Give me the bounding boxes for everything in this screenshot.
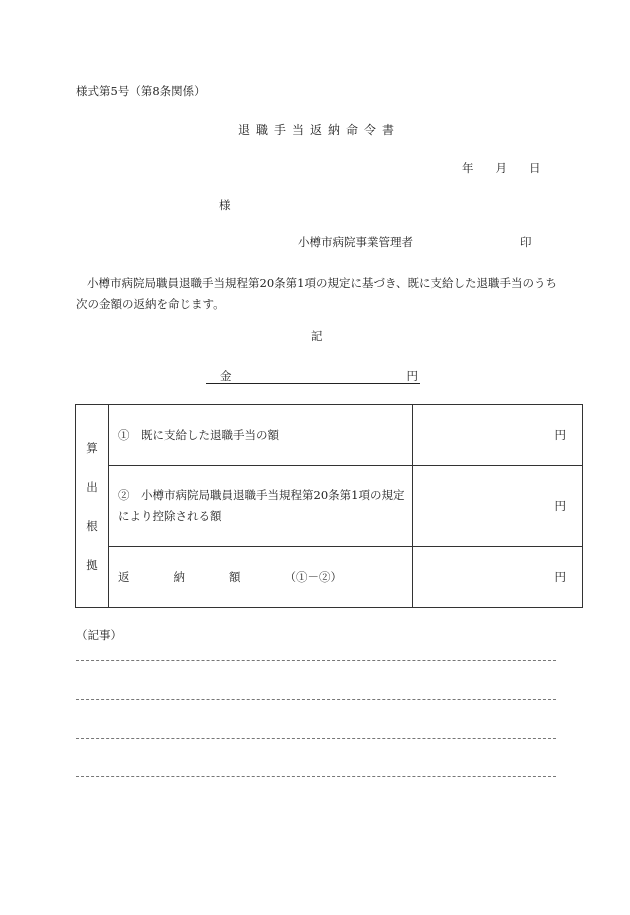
basis-label-cell — [76, 405, 109, 608]
deducted-amount-value: 円 — [413, 466, 583, 547]
seal-mark: 印 — [520, 235, 532, 249]
ki-heading: 記 — [311, 329, 323, 343]
amount-line — [206, 368, 420, 384]
table-row — [76, 547, 583, 608]
notes-line — [76, 699, 556, 700]
date-month: 月 — [495, 161, 507, 175]
date-year: 年 — [462, 161, 474, 175]
document-title: 退職手当返納命令書 — [238, 123, 401, 137]
basis-char: 根 — [86, 518, 98, 533]
addressee-suffix: 様 — [219, 198, 231, 212]
issuer-name: 小樽市病院事業管理者 — [298, 235, 413, 249]
deducted-amount-label: ② 小樽市病院局職員退職手当規程第20条第1項の規定により控除される額 — [109, 466, 413, 547]
order-body-text: 小樽市病院局職員退職手当規程第20条第1項の規定に基づき、既に支給した退職手当のうち次の金額の返納を命じます。 — [76, 276, 557, 311]
amount-unit: 円 — [406, 369, 418, 383]
table-row — [76, 466, 583, 547]
notes-label: （記事） — [76, 628, 122, 642]
basis-char: 算 — [86, 440, 98, 455]
date-day: 日 — [529, 161, 541, 175]
date-line — [462, 163, 541, 175]
basis-char: 拠 — [86, 557, 98, 572]
paid-amount-label: ① 既に支給した退職手当の額 — [109, 405, 413, 466]
calculation-table — [75, 404, 583, 608]
table-row — [76, 405, 583, 466]
paid-amount-value: 円 — [413, 405, 583, 466]
notes-line — [76, 776, 556, 777]
return-amount-label: 返 納 額 （①－②） — [109, 547, 413, 608]
amount-prefix: 金 — [220, 369, 232, 383]
basis-char: 出 — [86, 479, 98, 494]
notes-line — [76, 738, 556, 739]
form-number: 様式第5号（第8条関係） — [76, 84, 206, 98]
notes-line — [76, 660, 556, 661]
return-amount-value: 円 — [413, 547, 583, 608]
